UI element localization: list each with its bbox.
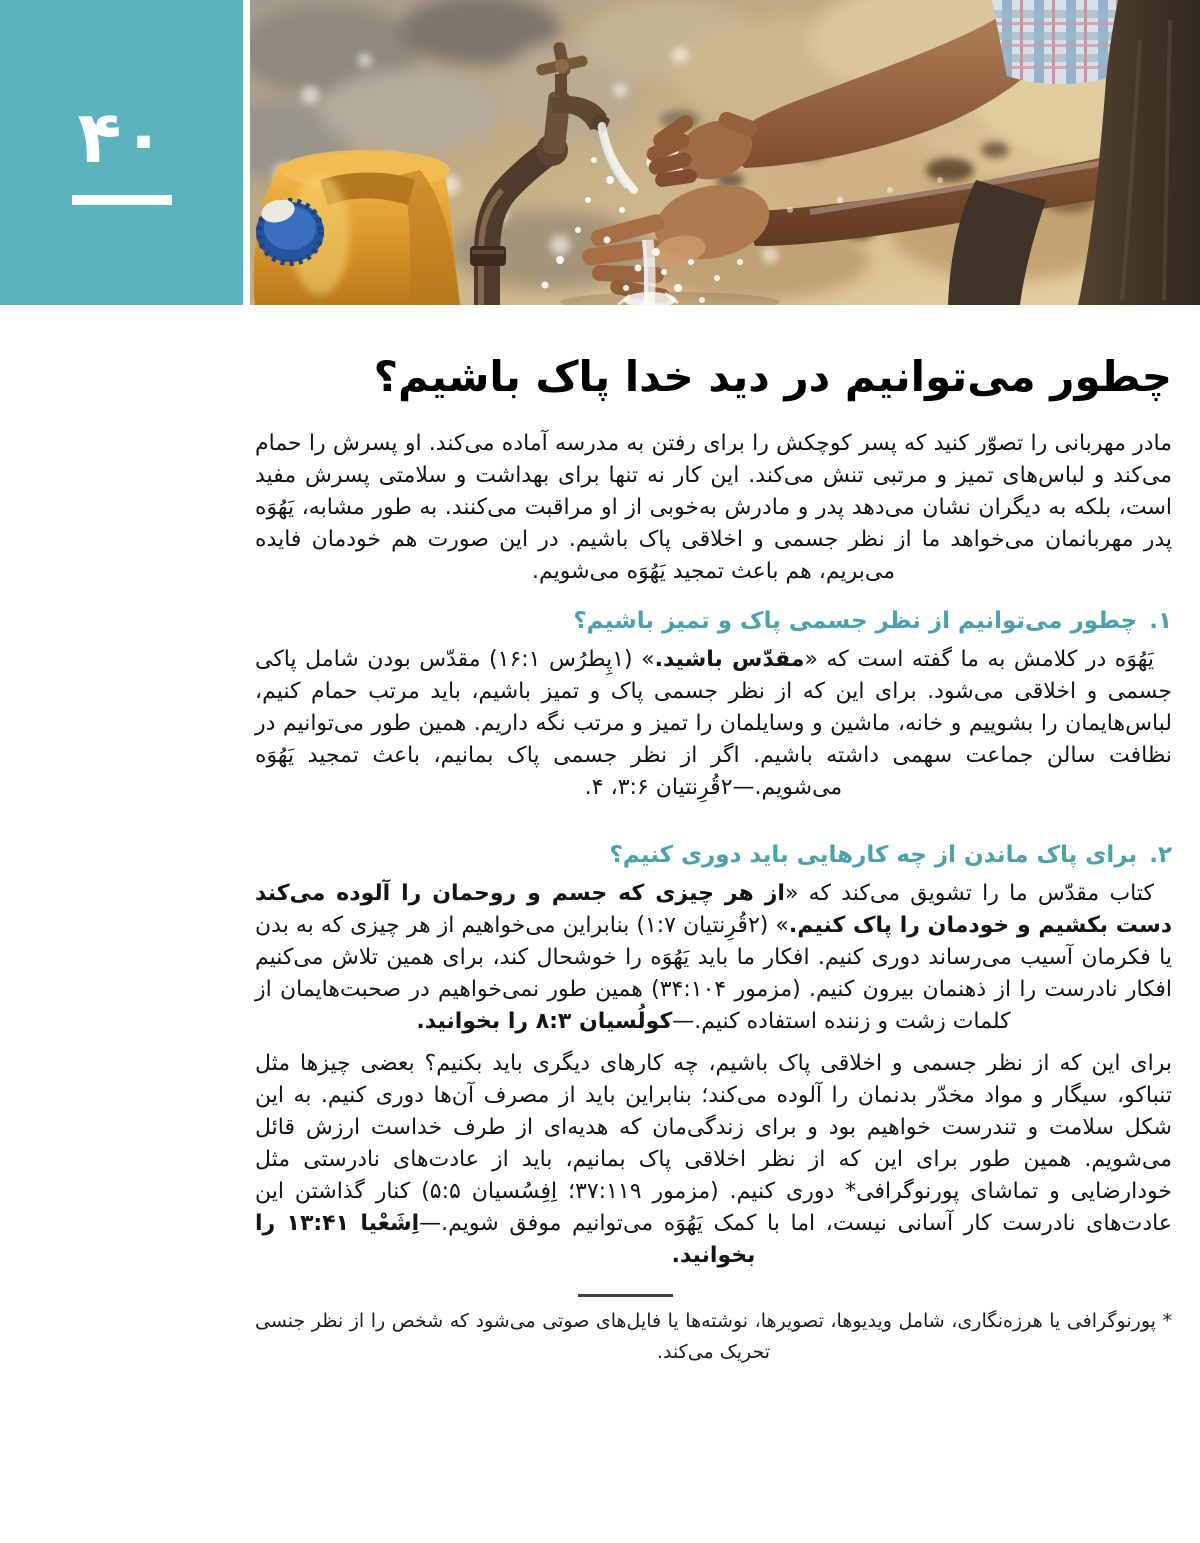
question-1-heading bbox=[255, 606, 1172, 636]
page-title: چطور می‌توانیم در دید خدا پاک باشیم؟ bbox=[373, 352, 1172, 401]
question-1-number: ۱. bbox=[1149, 607, 1172, 634]
jerrycan bbox=[254, 150, 460, 305]
question-2-label: برای پاک ماندن از چه کارهایی باید دوری کنیم؟ bbox=[609, 841, 1138, 868]
page-number: ۴۰ bbox=[77, 94, 166, 179]
footnote bbox=[255, 1306, 1172, 1368]
question-2-number: ۲. bbox=[1149, 841, 1172, 868]
page-number-block bbox=[0, 0, 243, 305]
page-number-underline bbox=[72, 195, 172, 205]
footnote-marker: * bbox=[1162, 1309, 1172, 1332]
answer-2-paragraph: کتاب مقدّس ما را تشویق می‌کند که «از هر چیزی که جسم و روحمان را آلوده می‌کند دست بکشیم و خودمان را پاک کنیم.» (۲قُرِنتیان ۱:۷) بنابراین می‌خواهیم از هر چیزی که به بدن یا فکرمان آسیب می‌رساند دوری کنیم. افکار ما باید یَهُوَه را خوشحال کند، برای همین تلاش می‌کنیم افکار نادرست را از ذهنمان بیرون کنیم. (مزمور ۳۴:۱۰۴) همین طور نمی‌خواهیم در صحبت‌هایمان از کلمات زشت و زننده استفاده کنیم.—کولُسیان ۸:۳ را بخوانید. bbox=[255, 880, 1173, 1034]
answer-1-paragraph: یَهُوَه در کلامش به ما گفته است که «مقدّس باشید.» (۱پِطرُس ۱۶:۱) مقدّس بودن شامل پاکی جسمی و اخلاقی می‌شود. برای این که از نظر جسمی پاک و تمیز باشیم، باید مرتب حمام کنیم، لباس‌هایمان را بشوییم و خانه، ماشین و وسایلمان را تمیز و مرتب نگه داریم. همین طور می‌توانیم در نظافت سالن جماعت سهمی داشته باشیم. اگر از نظر جسمی پاک بمانیم، باعث تمجید یَهُوَه می‌شویم.—۲قُرِنتیان ۳:۶، ۴. bbox=[255, 646, 1172, 800]
article-column bbox=[255, 305, 1172, 1368]
footnote-text: پورنوگرافی یا هرزه‌نگاری، شامل ویدیوها، تصویرها، نوشته‌ها یا فایل‌های صوتی می‌شود که شخص را از نظر جنسی تحریک می‌کند. bbox=[255, 1309, 1156, 1363]
question-2-heading bbox=[255, 840, 1172, 870]
intro-paragraph: مادر مهربانی را تصوّر کنید که پسر کوچکش را برای رفتن به مدرسه آماده می‌کند. او پسرش را حمام می‌کند و لباس‌های تمیز و مرتبی تنش می‌کند. این کار نه تنها برای بهداشت و سلامتی پسرش مفید است، بلکه به دیگران نشان می‌دهد پدر و مادرش به‌خوبی از او مراقبت می‌کنند. به طور مشابه، یَهُوَه پدر مهربانمان می‌خواهد ما از نظر جسمی و اخلاقی پاک باشیم. در این صورت هم خودمان فایده می‌بریم، هم باعث تمجید یَهُوَه می‌شویم. bbox=[255, 430, 1172, 584]
hero-photo bbox=[250, 0, 1200, 305]
closing-paragraph: برای این که از نظر جسمی و اخلاقی پاک باشیم، چه کارهای دیگری باید بکنیم؟ بعضی چیزها مثل تنباکو، سیگار و مواد مخدّر بدنمان را آلوده می‌کند؛ بنابراین باید از مصرف آن‌ها دوری کنیم. به این شکل سلامت و تندرست خواهیم بود و برای زندگی‌مان که هدیه‌ای از طرف خداست ارزش قائل می‌شویم. همین طور برای این که از نظر اخلاقی پاک بمانیم، باید از عادت‌های نادرستی مثل خودارضایی و تماشای پورنوگرافی* دوری کنیم. (مزمور ۳۷:۱۱۹؛ اِفِسُسیان ۵:۵) کنار گذاشتن این عادت‌های نادرست کار آسانی نیست، اما با کمک یَهُوَه می‌توانیم موفق شویم.—اِشَعْیا ۱۳:۴۱ را بخوانید. bbox=[255, 1050, 1173, 1268]
footnote-divider bbox=[578, 1294, 673, 1297]
question-1-label: چطور می‌توانیم از نظر جسمی پاک و تمیز باشیم؟ bbox=[573, 607, 1138, 634]
